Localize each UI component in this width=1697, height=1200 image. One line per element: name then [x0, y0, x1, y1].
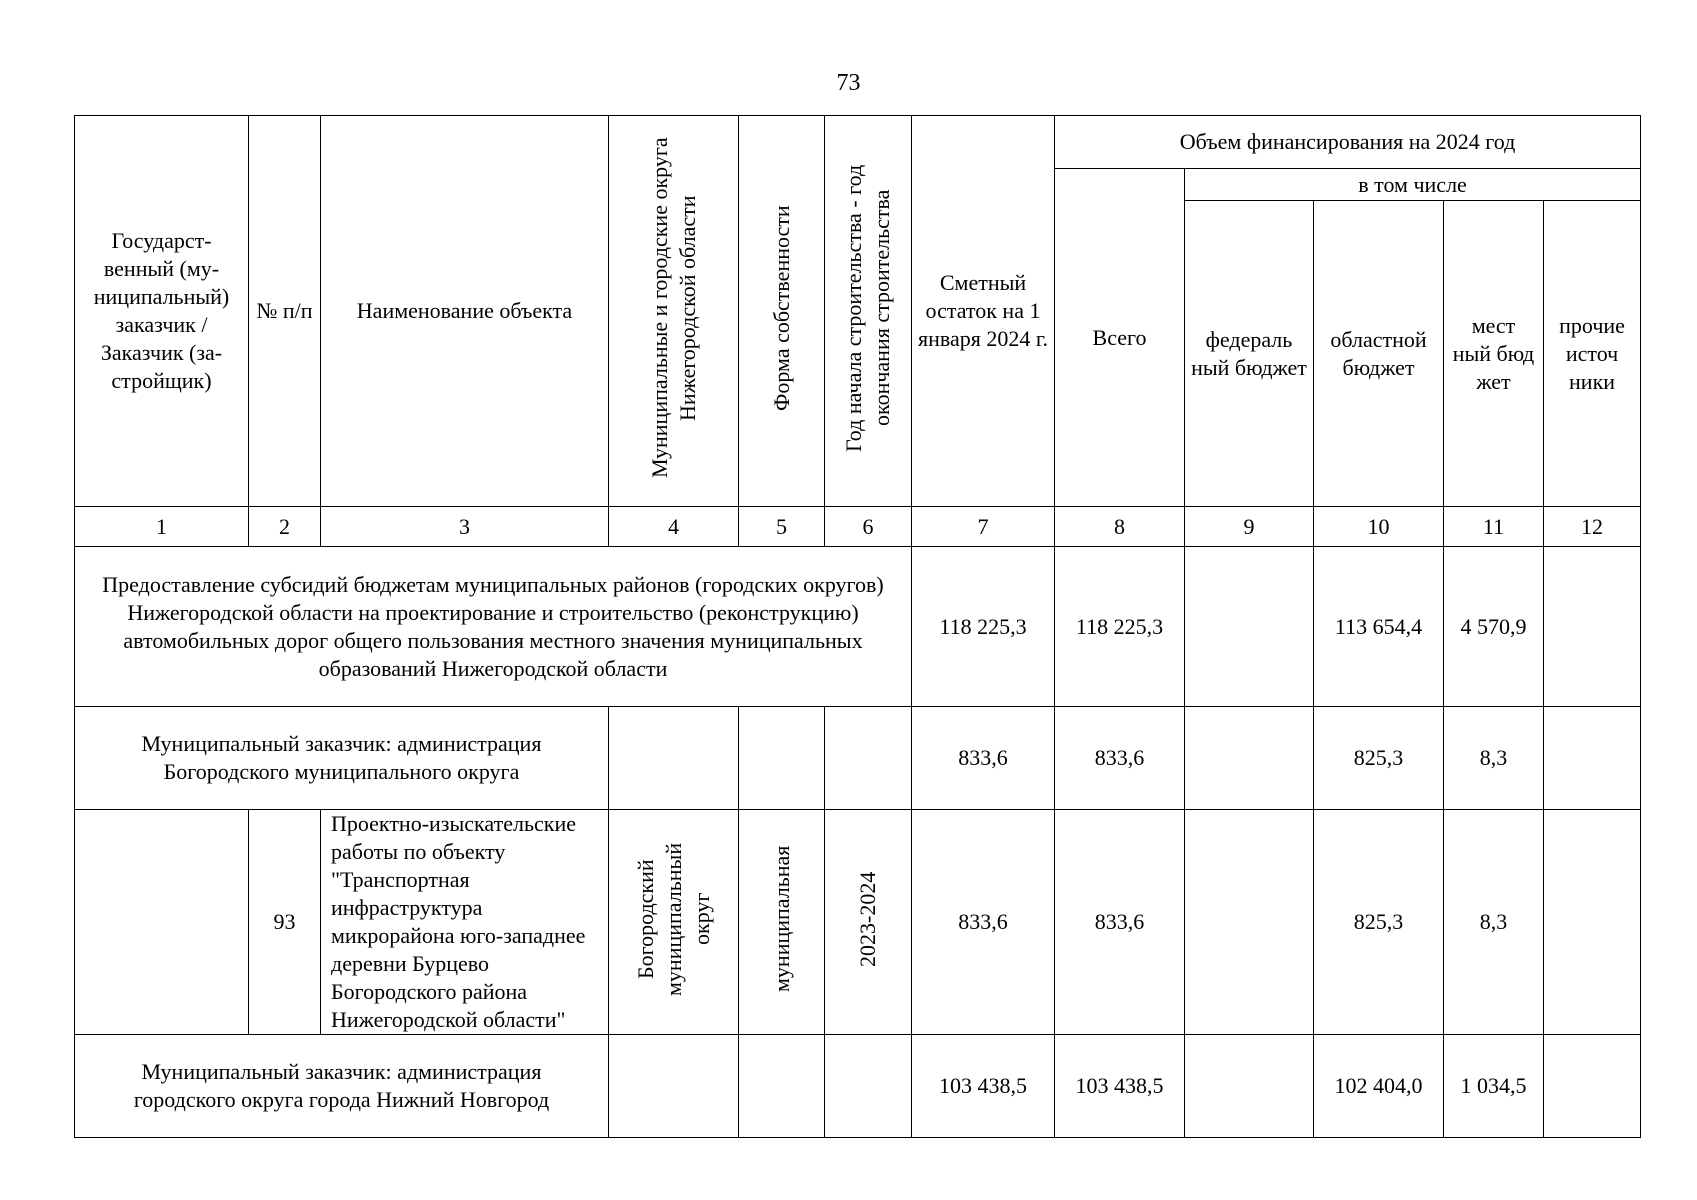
customer-bogorodsk-total: 833,6 [1055, 707, 1185, 810]
section-total: 118 225,3 [1055, 547, 1185, 707]
header-years-text: Год начала строительства - год окончания строительства [841, 163, 894, 452]
header-ownership-text: Форма собственности [768, 204, 794, 411]
header-funding-volume: Объем финансирования на 2024 год [1055, 116, 1641, 169]
colnum-7: 7 [912, 507, 1055, 547]
colnum-8: 8 [1055, 507, 1185, 547]
object-93-other [1544, 810, 1641, 1035]
customer-bogorodsk-ownership [739, 707, 825, 810]
customer-bogorodsk-local: 8,3 [1444, 707, 1544, 810]
object-93-regional: 825,3 [1314, 810, 1444, 1035]
colnum-11: 11 [1444, 507, 1544, 547]
object-93-estimated-balance: 833,6 [912, 810, 1055, 1035]
customer-bogorodsk-years [825, 707, 912, 810]
colnum-6: 6 [825, 507, 912, 547]
section-estimated-balance: 118 225,3 [912, 547, 1055, 707]
object-93-total: 833,6 [1055, 810, 1185, 1035]
header-years [825, 116, 912, 507]
customer-bogorodsk-label: Муниципальный заказчик: администрация Богородского муниципального округа [75, 707, 609, 810]
header-customer: Государст-венный (му-ниципальный) заказчик / Заказчик (за-стройщик) [75, 116, 249, 507]
section-title: Предоставление субсидий бюджетам муниципальных районов (городских округов) Нижегородской области на проектирование и строительство (реконструкцию) автомобильных дорог общего пользования местного значения муниципальных образований Нижегородской области [75, 547, 912, 707]
colnum-3: 3 [321, 507, 609, 547]
customer-nn-label: Муниципальный заказчик: администрация городского округа города Нижний Новгород [75, 1035, 609, 1138]
object-93-federal [1185, 810, 1314, 1035]
object-93-municipality [609, 810, 739, 1035]
section-other [1544, 547, 1641, 707]
customer-row-bogorodsk [75, 707, 1641, 810]
object-93-ownership-text: муниципальная [768, 845, 794, 992]
colnum-5: 5 [739, 507, 825, 547]
column-numbers-row [75, 507, 1641, 547]
colnum-1: 1 [75, 507, 249, 547]
customer-bogorodsk-municipality [609, 707, 739, 810]
page-number: 73 [836, 70, 861, 96]
section-local: 4 570,9 [1444, 547, 1544, 707]
customer-nn-estimated-balance: 103 438,5 [912, 1035, 1055, 1138]
header-estimated-balance: Сметный остаток на 1 января 2024 г. [912, 116, 1055, 507]
funding-table [74, 115, 1641, 1138]
customer-nn-regional: 102 404,0 [1314, 1035, 1444, 1138]
colnum-9: 9 [1185, 507, 1314, 547]
colnum-12: 12 [1544, 507, 1641, 547]
customer-nn-federal [1185, 1035, 1314, 1138]
section-regional: 113 654,4 [1314, 547, 1444, 707]
object-93-years-text: 2023-2024 [855, 870, 880, 967]
object-93-years [825, 810, 912, 1035]
customer-bogorodsk-federal [1185, 707, 1314, 810]
header-regional: областной бюджет [1314, 201, 1444, 507]
colnum-4: 4 [609, 507, 739, 547]
header-municipalities [609, 116, 739, 507]
customer-bogorodsk-regional: 825,3 [1314, 707, 1444, 810]
colnum-2: 2 [249, 507, 321, 547]
object-row-93 [75, 810, 1641, 1035]
header-object-name: Наименование объекта [321, 116, 609, 507]
customer-bogorodsk-estimated-balance: 833,6 [912, 707, 1055, 810]
object-93-local: 8,3 [1444, 810, 1544, 1035]
header-total: Всего [1055, 169, 1185, 507]
header-local: мест ный бюд жет [1444, 201, 1544, 507]
customer-nn-ownership [739, 1035, 825, 1138]
section-row [75, 547, 1641, 707]
colnum-10: 10 [1314, 507, 1444, 547]
customer-nn-local: 1 034,5 [1444, 1035, 1544, 1138]
section-federal [1185, 547, 1314, 707]
customer-nn-municipality [609, 1035, 739, 1138]
customer-nn-total: 103 438,5 [1055, 1035, 1185, 1138]
object-93-name: Проектно-изыскательские работы по объекту "Транспортная инфраструктура микрорайона юго-западнее деревни Бурцево Богородского района Нижегородской области" [321, 810, 609, 1035]
header-other: прочие источ ники [1544, 201, 1641, 507]
header-federal: федераль ный бюджет [1185, 201, 1314, 507]
object-93-customer [75, 810, 249, 1035]
customer-row-nn [75, 1035, 1641, 1138]
object-93-number: 93 [249, 810, 321, 1035]
customer-bogorodsk-other [1544, 707, 1641, 810]
customer-nn-other [1544, 1035, 1641, 1138]
header-municipalities-text: Муниципальные и городские округа Нижегородской области [646, 137, 700, 478]
header-including: в том числе [1185, 169, 1641, 201]
object-93-ownership [739, 810, 825, 1035]
header-ownership [739, 116, 825, 507]
header-number: № п/п [249, 116, 321, 507]
object-93-municipality-text: Богородский муниципальный округ [632, 841, 714, 996]
customer-nn-years [825, 1035, 912, 1138]
